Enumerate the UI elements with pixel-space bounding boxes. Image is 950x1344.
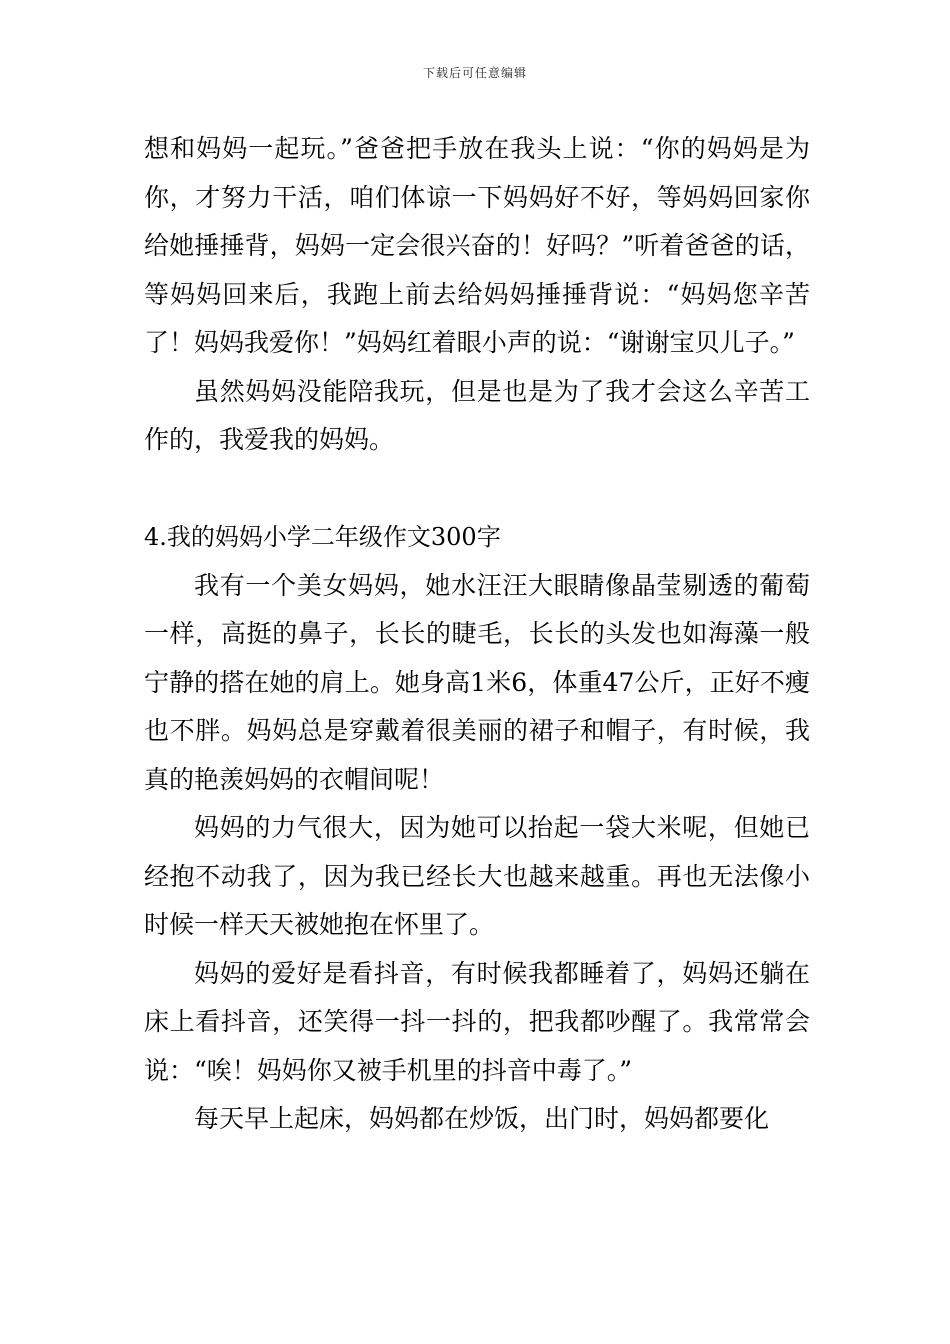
section-spacer [144,465,810,514]
paragraph-appearance: 我有一个美女妈妈，她水汪汪大眼睛像晶莹剔透的葡萄一样，高挺的鼻子，长长的睫毛，长长的头发也如海藻一般宁静的搭在她的肩上。她身高1米6，体重47公斤，正好不瘦也不胖。妈妈总是穿戴着很美丽的裙子和帽子，有时候，我真的艳羡妈妈的衣帽间呢！ [144,570,810,794]
paragraph-morning: 每天早上起床，妈妈都在炒饭，出门时，妈妈都要化 [194,1104,770,1133]
document-body [144,125,810,1144]
paragraph-hobby: 妈妈的爱好是看抖音，有时候我都睡着了，妈妈还躺在床上看抖音，还笑得一抖一抖的，把我都吵醒了。我常常会说：“唉！妈妈你又被手机里的抖音中毒了。” [144,958,810,1085]
page-header: 下载后可任意编辑 [422,66,527,80]
paragraph-strength: 妈妈的力气很大，因为她可以抬起一袋大米呢，但她已经抱不动我了，因为我已经长大也越来越重。再也无法像小时候一样天天被她抱在怀里了。 [144,813,810,939]
paragraph-conclusion: 虽然妈妈没能陪我玩，但是也是为了我才会这么辛苦工作的，我爱我的妈妈。 [144,376,810,454]
section-title: 4.我的妈妈小学二年级作文300字 [144,523,501,551]
paragraph-dialogue: 想和妈妈一起玩。”爸爸把手放在我头上说：“你的妈妈是为你，才努力干活，咱们体谅一下妈妈好不好，等妈妈回家你给她捶捶背，妈妈一定会很兴奋的！好吗？”听着爸爸的话，等妈妈回来后，我跑上前去给妈妈捶捶背说：“妈妈您辛苦了！妈妈我爱你！”妈妈红着眼小声的说：“谢谢宝贝儿子。” [144,134,810,357]
